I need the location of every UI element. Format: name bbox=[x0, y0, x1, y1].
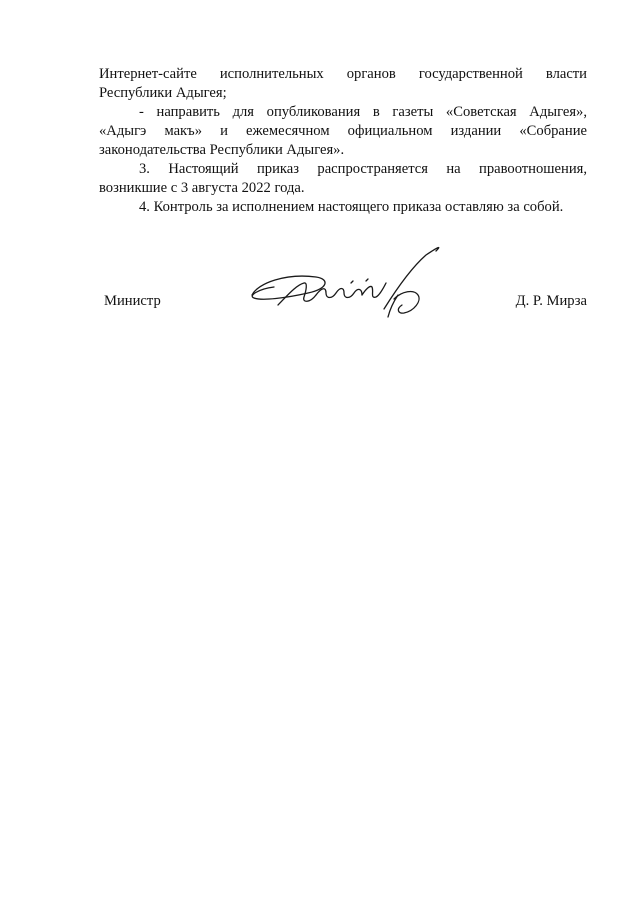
text-line: 4. Контроль за исполнением настоящего приказа оставляю за собой. bbox=[139, 199, 564, 215]
text-line: возникшие с 3 августа 2022 года. bbox=[99, 180, 305, 196]
paragraph-publication bbox=[99, 103, 587, 160]
text-line: Интернет-сайте исполнительных органов государственной власти bbox=[99, 66, 587, 82]
signatory-name: Д. Р. Мирза bbox=[515, 293, 587, 309]
paragraph-item-4 bbox=[99, 198, 587, 217]
signatory-title: Министр bbox=[104, 293, 161, 309]
text-line: - направить для опубликования в газеты «Советская Адыгея», bbox=[139, 104, 587, 120]
text-line: 3. Настоящий приказ распространяется на правоотношения, bbox=[139, 161, 587, 177]
signature-block bbox=[104, 292, 587, 312]
text-line: законодательства Республики Адыгея». bbox=[99, 142, 345, 158]
document-body bbox=[99, 65, 587, 217]
text-line: «Адыгэ макъ» и ежемесячном официальном издании «Собрание bbox=[99, 123, 587, 139]
paragraph-item-3 bbox=[99, 160, 587, 198]
text-line: Республики Адыгея; bbox=[99, 85, 227, 101]
paragraph-website-continuation bbox=[99, 65, 587, 103]
